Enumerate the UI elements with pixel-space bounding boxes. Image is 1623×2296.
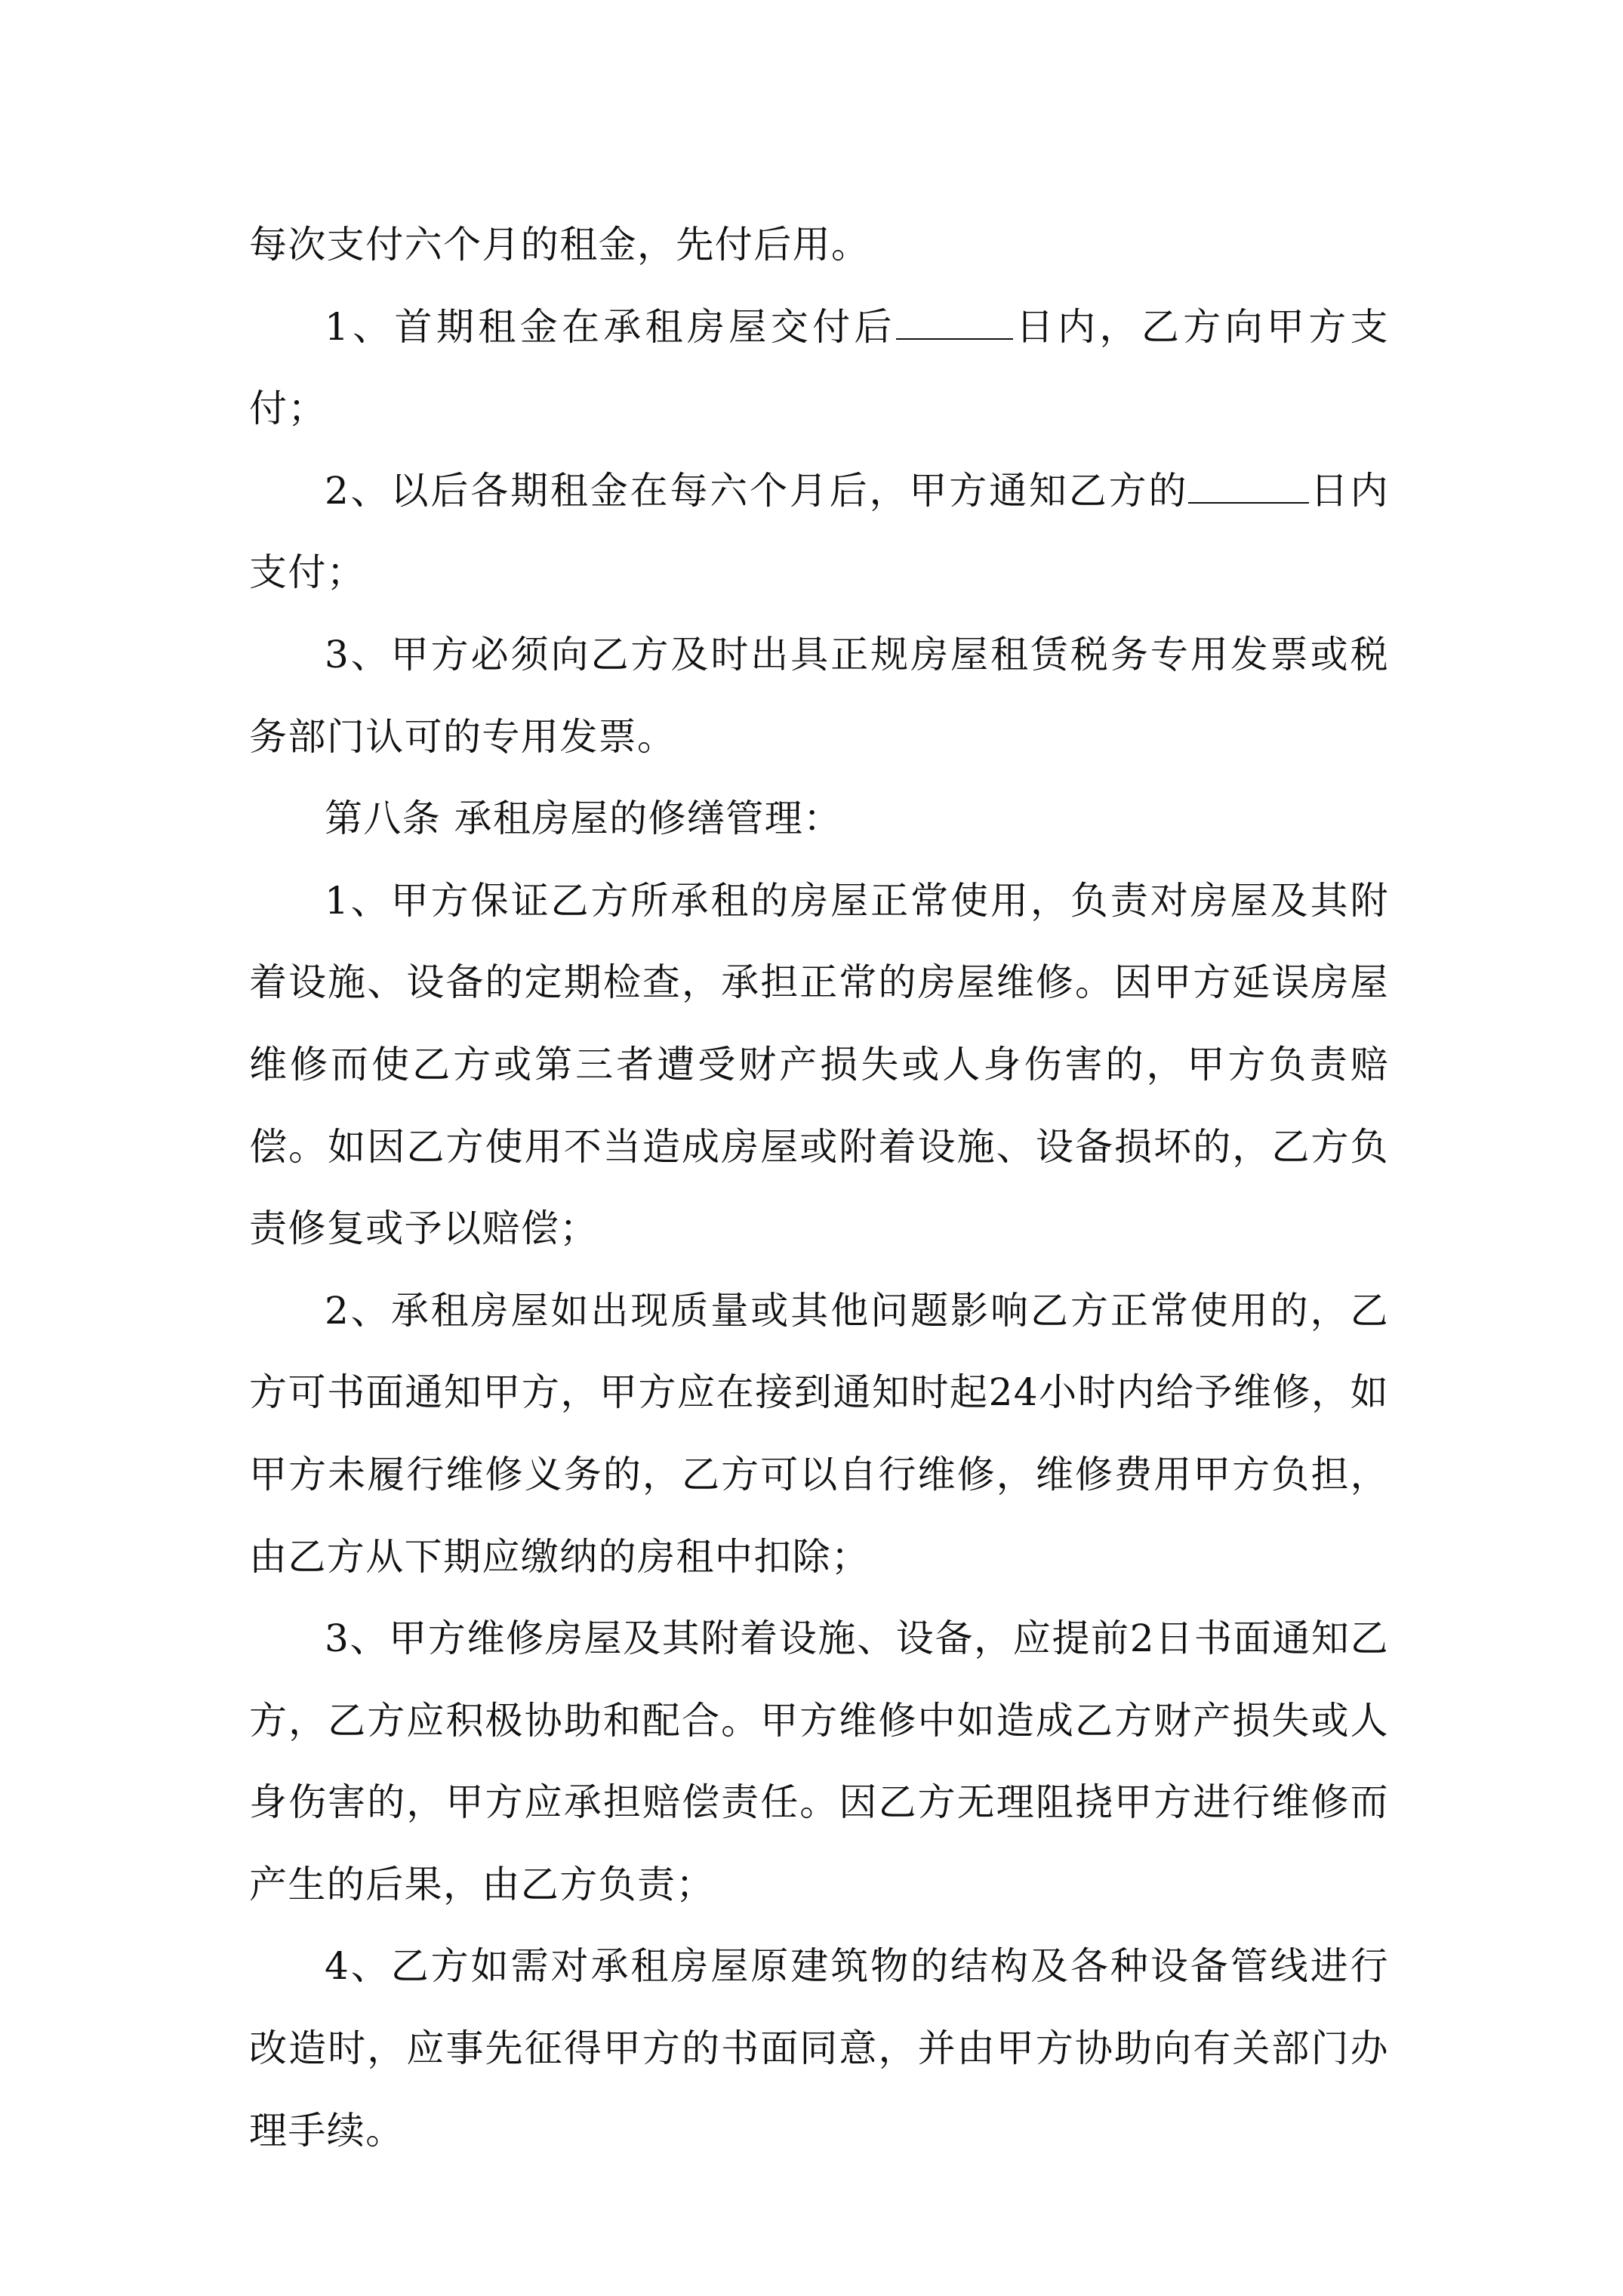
paragraph-repair-clause-3: 3、甲方维修房屋及其附着设施、设备，应提前2日书面通知乙方，乙方应积极协助和配合。甲方维修中如造成乙方财产损失或人身伤害的，甲方应承担赔偿责任。因乙方无理阻挠甲方进行维修而产生的后果，由乙方负责； bbox=[249, 1616, 1389, 1906]
paragraph-repair-clause-2: 2、承租房屋如出现质量或其他问题影响乙方正常使用的，乙方可书面通知甲方，甲方应在接到通知时起24小时内给予维修，如甲方未履行维修义务的，乙方可以自行维修，维修费用甲方负担，由乙方从下期应缴纳的房租中扣除； bbox=[249, 1288, 1389, 1579]
paragraph-repair-clause-4: 4、乙方如需对承租房屋原建筑物的结构及各种设备管线进行改造时，应事先征得甲方的书面同意，并由甲方协助向有关部门办理手续。 bbox=[249, 1944, 1389, 2153]
paragraph-rent-payment-cycle: 每次支付六个月的租金，先付后用。 bbox=[249, 223, 870, 267]
paragraph-first-rent-text-after: 日内，乙方向甲方支付； bbox=[249, 304, 1389, 431]
paragraph-subsequent-rent-text-before: 2、以后各期租金在每六个月后，甲方通知乙方的 bbox=[325, 468, 1189, 513]
article-heading-repair-management: 第八条 承租房屋的修缮管理： bbox=[325, 797, 842, 841]
paragraph-first-rent-text-before: 1、首期租金在承租房屋交付后 bbox=[325, 304, 896, 349]
paragraph-invoice: 3、甲方必须向乙方及时出具正规房屋租赁税务专用发票或税务部门认可的专用发票。 bbox=[249, 632, 1389, 759]
fill-in-blank-days-notice bbox=[1188, 466, 1309, 504]
paragraph-repair-clause-1: 1、甲方保证乙方所承租的房屋正常使用，负责对房屋及其附着设施、设备的定期检查，承担正常的房屋维修。因甲方延误房屋维修而使乙方或第三者遭受财产损失或人身伤害的，甲方负责赔偿。如因乙方使用不当造成房屋或附着设施、设备损坏的，乙方负责修复或予以赔偿； bbox=[249, 878, 1389, 1251]
fill-in-blank-days bbox=[896, 302, 1013, 340]
document-body bbox=[249, 204, 1389, 2171]
paragraph-subsequent-rent-text-after: 日内支付； bbox=[249, 468, 1389, 595]
paragraph-subsequent-rent bbox=[249, 450, 1389, 614]
paragraph-first-rent bbox=[249, 286, 1389, 450]
